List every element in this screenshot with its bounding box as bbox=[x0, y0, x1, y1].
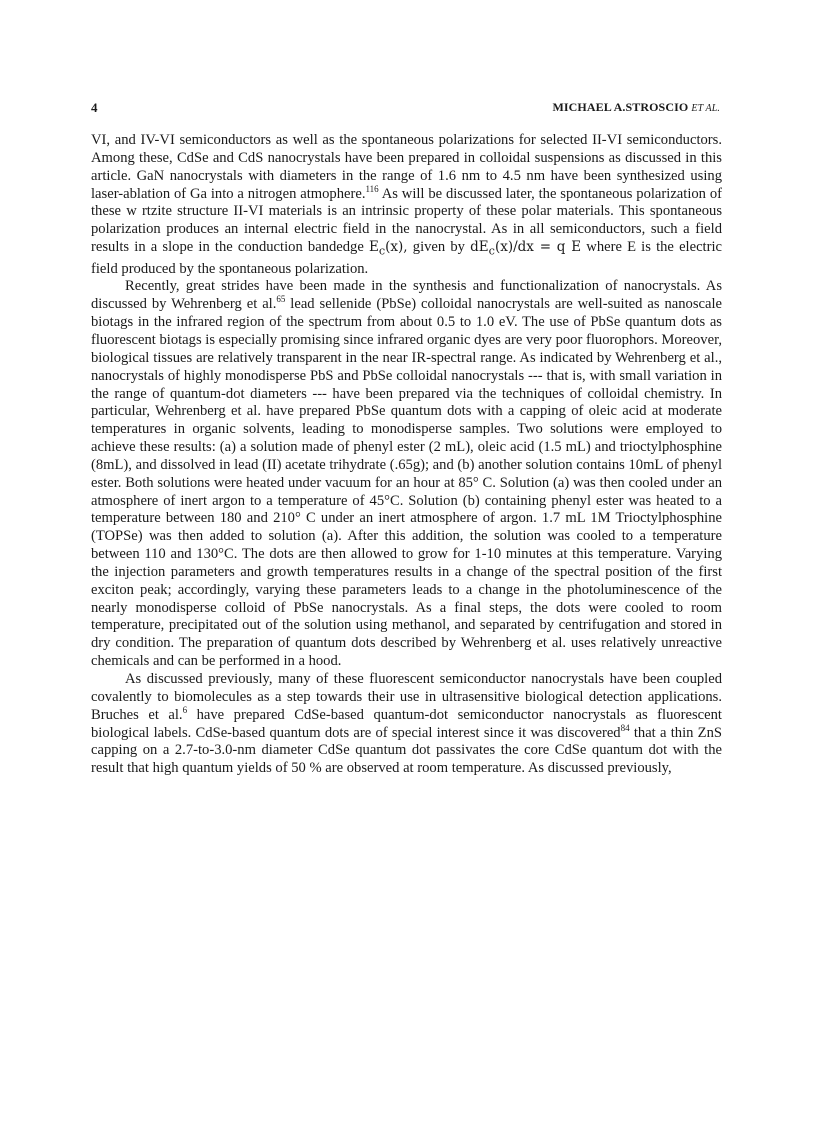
paragraph-3-text: have prepared CdSe-based quantum-dot semiconductor nanocrystals as fluorescent biological labels. CdSe-based quantum dots are of special interest since it was discovered bbox=[91, 706, 722, 741]
citation-65: 65 bbox=[276, 294, 286, 305]
running-head-author: MICHAEL A.STROSCIO bbox=[552, 100, 689, 114]
running-head-etal: ET AL. bbox=[691, 103, 720, 114]
paragraph-2-text: lead sellenide (PbSe) colloidal nanocrystals are well-suited as nanoscale biotags in the infrared region of the spectrum from about 0.5 to 1.0 eV. The use of PbSe quantum dots as fluorescent biotags is especially promising since infrared organic dyes are very poor fluorophors. Moreover, biological tissues are relatively transparent in the near IR-spectral range. As indicated by Wehrenberg et al., nanocrystals of highly monodisperse PbS and PbSe colloidal nanocrystals --- that is, with small variation in the range of quantum-dot diameters --- have been prepared via the techniques of colloidal chemistry. In particular, Wehrenberg et al. have prepared PbSe quantum dots with a capping of oleic acid at moderate temperatures in organic solvents, leading to monodisperse samples. Two solutions were employed to achieve these results: (a) a solution made of phenyl ester (2 mL), oleic acid (1.5 mL) and trioctylphosphine (8mL), and dissolved in lead (II) acetate trihydrate (.65g); and (b) another solution contains 10mL of phenyl ester. Both solutions were heated under vacuum for an hour at 85° C. Solution (a) was then cooled under an atmosphere of inert argon to a temperature of 45°C. Solution (b) containing phenyl ester was heated to a temperature between 180 and 210° C under an inert atmosphere of argon. 1.7 mL 1M Trioctylphosphine (TOPSe) was then added to solution (a). After this addition, the solution was cooled to a temperature between 110 and 130°C. The dots are then allowed to grow for 1-10 minutes at this temperature. Varying the injection parameters and growth temperatures results in a change of the spectral position of the first exciton peak; accordingly, varying these parameters leads to a change in the photoluminescence of the nearly monodisperse colloid of PbSe nanocrystals. As a final steps, the dots were cooled to room temperature, precipitated out of the solution using methanol, and separated by centrifugation and stored in dry condition. The preparation of quantum dots described by Wehrenberg et al. uses relatively unreactive chemicals and can be performed in a hood. bbox=[91, 296, 722, 670]
body-text bbox=[91, 132, 722, 778]
paragraph-2 bbox=[91, 278, 722, 671]
citation-84: 84 bbox=[620, 722, 630, 733]
citation-6: 6 bbox=[182, 704, 188, 715]
running-head bbox=[552, 100, 720, 115]
paragraph-3-text: that a thin ZnS capping on a 2.7-to-3.0-nm diameter CdSe quantum dot passivates the core CdSe quantum dot with the result that high quantum yields of 50 % are observed at room temperature. As discussed previously, bbox=[91, 724, 722, 777]
citation-116: 116 bbox=[365, 183, 379, 194]
paragraph-1 bbox=[91, 132, 722, 278]
equation-conduction-bandedge: $E_c(x)$, bbox=[368, 239, 408, 258]
equation-field-slope: $dE_c(x)/dx = q$ E bbox=[470, 239, 582, 258]
paragraph-3 bbox=[91, 671, 722, 778]
paragraph-3-text: As discussed previously, many of these fluorescent semiconductor nanocrystals have been coupled covalently to biomolecules as a step towards their use in ultrasensitive biological detection applications. Bruches et al. bbox=[91, 671, 722, 723]
paragraph-2-text: Recently, great strides have been made in the synthesis and functionalization of nanocrystals. As discussed by Wehrenberg et al. bbox=[91, 278, 722, 313]
page-number: 4 bbox=[91, 100, 98, 115]
paragraph-1-text: given by bbox=[407, 239, 471, 256]
paragraph-1-text: As will be discussed later, the spontaneous polarization of these w rtzite structure II-VI materials is an intrinsic property of these polar materials. This spontaneous polarization produces an internal electric field in the nanocrystal. As in all semiconductors, such a field results in a slope in the conduction bandedge bbox=[91, 185, 722, 256]
paragraph-1-text: VI, and IV-VI semiconductors as well as the spontaneous polarizations for selected II-VI semiconductors. Among these, CdSe and CdS nanocrystals have been prepared in colloidal suspensions as discussed in this article. GaN nanocrystals with diameters in the range of 1.6 nm to 4.5 nm have been synthesized using laser-ablation of Ga into a nitrogen atmophere. bbox=[91, 132, 722, 202]
paragraph-1-text: where E is the electric field produced by the spontaneous polarization. bbox=[91, 239, 722, 277]
